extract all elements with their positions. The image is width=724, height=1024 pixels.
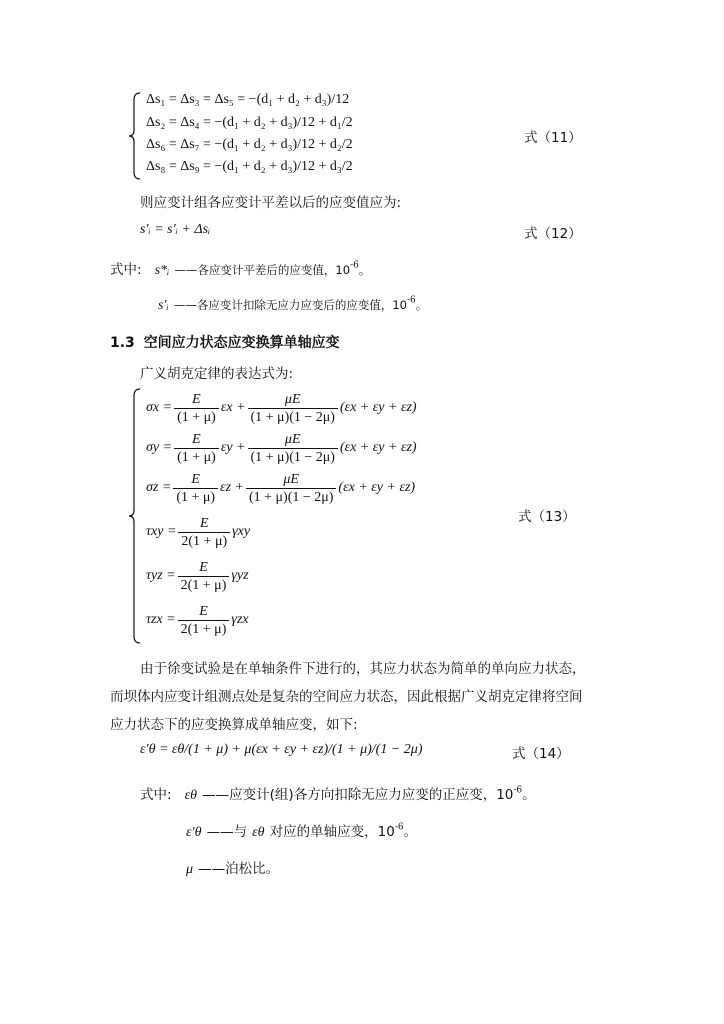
fraction	[248, 391, 338, 426]
symbol-mu: μ	[186, 862, 194, 877]
denominator: 2(1 + μ)	[178, 532, 230, 550]
symbol-s-prime: s′ᵢ	[158, 298, 169, 313]
eq13-tau-zx	[146, 600, 417, 640]
fraction	[178, 603, 230, 638]
eq12-tag: 式（12）	[524, 226, 582, 242]
eq11-brace	[128, 92, 142, 184]
fraction	[248, 431, 338, 466]
exponent: -6	[394, 822, 404, 833]
lhs: τxy =	[146, 524, 177, 539]
numerator: E	[199, 559, 208, 575]
eq11-row-4: Δs₈ = Δs₉ = −(d₁ + d₂ + d₃)/12 + d₃/2	[146, 159, 353, 174]
denominator: 2(1 + μ)	[178, 576, 230, 594]
sum-term: (εx + εy + εz)	[339, 440, 417, 455]
numerator: μE	[283, 471, 299, 487]
eq13-tau-yz	[146, 556, 417, 596]
where-desc-3: ——泊松比。	[198, 861, 280, 877]
denominator: (1 + μ)(1 − 2μ)	[248, 448, 338, 466]
sum-term: (εx + εy + εz)	[338, 480, 416, 495]
eq13-brace	[128, 388, 142, 648]
exponent: -6	[513, 785, 523, 796]
fraction	[178, 559, 230, 594]
eq13-tau-xy	[146, 512, 417, 552]
numerator: E	[192, 431, 201, 447]
term: γzx	[231, 612, 249, 627]
exponent: -6	[406, 295, 416, 306]
symbol-epsilon-theta: εθ	[184, 788, 198, 803]
where-block-2-line-1	[140, 783, 536, 804]
where-prefix: 式中:	[110, 262, 142, 278]
fraction	[174, 431, 219, 466]
section-title: 空间应力状态应变换算单轴应变	[143, 335, 340, 351]
where-desc-1: ——各应变计平差后的应变值，10	[174, 263, 351, 277]
where-desc-1: ——应变计(组)各方向扣除无应力应变的正应变，10	[202, 787, 514, 803]
eq13-sigma-z	[146, 468, 417, 508]
period: 。	[403, 824, 418, 840]
numerator: E	[192, 391, 201, 407]
symbol-s-star: s*ᵢ	[154, 263, 170, 278]
sum-term: (εx + εy + εz)	[339, 400, 417, 415]
eq14-tag: 式（14）	[512, 746, 570, 762]
denominator: (1 + μ)	[173, 488, 218, 506]
section-heading	[110, 332, 340, 352]
section-number: 1.3	[110, 335, 135, 351]
lhs: τzx =	[146, 612, 176, 627]
eq13-tag: 式（13）	[518, 509, 576, 525]
term: εx +	[220, 400, 246, 415]
numerator: E	[199, 515, 209, 531]
term: γyz	[231, 568, 249, 583]
fraction	[173, 471, 218, 506]
lhs: σx =	[146, 400, 173, 415]
where-block-1-line-1	[110, 258, 370, 279]
term: εy +	[220, 440, 246, 455]
period: 。	[522, 787, 536, 803]
where-desc-2a: ——与	[206, 824, 248, 840]
paragraph-3-line-3: 应力状态下的应变换算成单轴应变，如下:	[110, 717, 358, 733]
denominator: 2(1 + μ)	[178, 620, 230, 638]
eq11-row-3: Δs₆ = Δs₇ = −(d₁ + d₂ + d₃)/12 + d₂/2	[146, 137, 353, 152]
denominator: (1 + μ)	[174, 448, 219, 466]
paragraph-1: 则应变计组各应变计平差以后的应变值应为:	[140, 195, 402, 211]
period: 。	[415, 298, 428, 312]
lhs: τyz =	[146, 568, 176, 583]
where-block-1-line-2	[158, 294, 427, 314]
where-desc-2: ——各应变计扣除无应力应变后的应变值，10	[173, 298, 407, 312]
eq13-sigma-x	[146, 388, 417, 428]
paragraph-2: 广义胡克定律的表达式为:	[140, 366, 294, 382]
denominator: (1 + μ)(1 − 2μ)	[246, 488, 336, 506]
denominator: (1 + μ)(1 − 2μ)	[248, 408, 338, 426]
where-prefix: 式中:	[140, 787, 172, 803]
symbol-epsilon-theta-prime: ε′θ	[186, 825, 202, 840]
numerator: μE	[284, 391, 301, 407]
symbol-epsilon-theta: εθ	[252, 825, 265, 840]
eq11-tag: 式（11）	[524, 130, 582, 146]
fraction	[178, 515, 230, 550]
term: γxy	[232, 524, 251, 539]
lhs: σz =	[146, 480, 172, 495]
eq13-sigma-y	[146, 428, 417, 468]
eq11-row-2: Δs₂ = Δs₄ = −(d₁ + d₂ + d₃)/12 + d₁/2	[146, 115, 353, 130]
numerator: E	[191, 471, 200, 487]
where-desc-2c: 对应的单轴应变，10	[269, 824, 395, 840]
exponent: -6	[350, 260, 359, 271]
fraction	[246, 471, 336, 506]
lhs: σy =	[146, 440, 173, 455]
term: εz +	[220, 480, 244, 495]
where-block-2-line-3	[186, 857, 279, 878]
paragraph-3-line-2: 而坝体内应变计组测点处是复杂的空间应力状态，因此根据广义胡克定律将空间	[110, 689, 583, 705]
eq13-system	[146, 388, 417, 640]
where-block-2-line-2	[186, 820, 417, 841]
numerator: μE	[284, 431, 301, 447]
eq12-formula: s′ᵢ = s′ᵢ + Δsᵢ	[140, 222, 211, 237]
period: 。	[358, 263, 371, 277]
numerator: E	[199, 603, 208, 619]
fraction	[174, 391, 219, 426]
eq14-formula: ε′θ = εθ/(1 + μ) + μ(εx + εy + εz)/(1 + μ)/(1 − 2μ)	[140, 742, 423, 757]
eq11-row-1: Δs₁ = Δs₃ = Δs₅ = −(d₁ + d₂ + d₃)/12	[146, 92, 350, 107]
paragraph-3-line-1: 由于徐变试验是在单轴条件下进行的，其应力状态为简单的单向应力状态，	[140, 661, 586, 677]
denominator: (1 + μ)	[174, 408, 219, 426]
